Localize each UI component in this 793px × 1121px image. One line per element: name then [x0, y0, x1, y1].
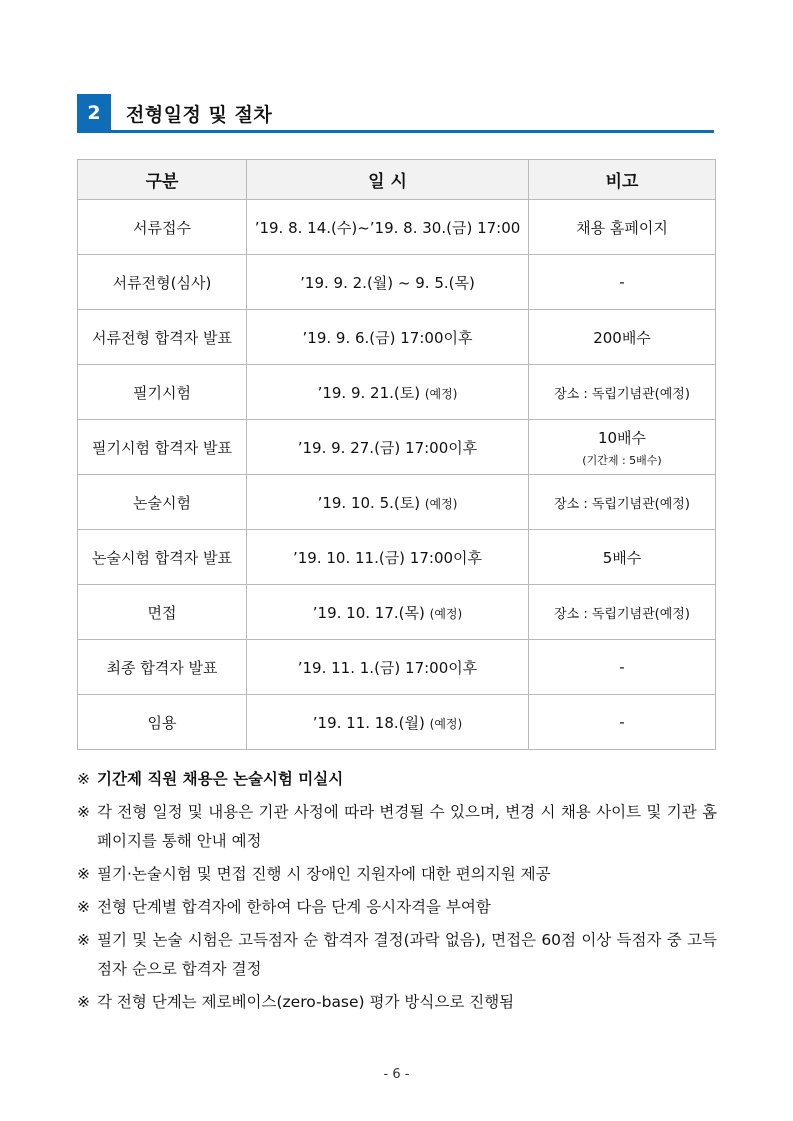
note-item: [77, 765, 717, 794]
stage-cell: 서류접수: [78, 200, 247, 255]
note-text: 필기 및 논술 시험은 고득점자 순 합격자 결정(과락 없음), 면접은 60점 이상 득점자 중 고득점자 순으로 합격자 결정: [97, 931, 717, 978]
date-text: ’19. 9. 2.(월) ~ 9. 5.(목): [300, 273, 475, 292]
reference-mark-icon: ※: [77, 993, 90, 1011]
date-cell: [247, 695, 529, 750]
date-cell: [247, 585, 529, 640]
remark-text: -: [619, 273, 625, 291]
table-row: [78, 200, 716, 255]
note-text: 필기·논술시험 및 면접 진행 시 장애인 지원자에 대한 편의지원 제공: [97, 865, 551, 883]
note-item: [77, 893, 717, 922]
date-cell: [247, 420, 529, 475]
stage-cell: 최종 합격자 발표: [78, 640, 247, 695]
note-item: [77, 926, 717, 984]
date-text: ’19. 10. 11.(금) 17:00이후: [292, 548, 483, 567]
table-row: [78, 530, 716, 585]
stage-cell: 논술시험: [78, 475, 247, 530]
note-text: 전형 단계별 합격자에 한하여 다음 단계 응시자격을 부여함: [97, 898, 491, 916]
remark-note: (기간제 : 5배수): [582, 453, 662, 467]
section-header: [77, 94, 714, 134]
notes-list: [77, 765, 717, 1021]
reference-mark-icon: ※: [77, 865, 90, 883]
date-text: ’19. 11. 18.(월): [312, 713, 425, 732]
reference-mark-icon: ※: [77, 803, 90, 821]
note-item: [77, 988, 717, 1017]
remark-text: 채용 홈페이지: [576, 218, 668, 237]
date-text: ’19. 9. 27.(금) 17:00이후: [297, 438, 478, 457]
reference-mark-icon: ※: [77, 931, 90, 949]
remark-cell: [529, 365, 716, 420]
remark-text: 장소 : 독립기념관(예정): [554, 496, 690, 512]
remark-text: 5배수: [602, 548, 642, 567]
table-row: [78, 255, 716, 310]
note-item: [77, 798, 717, 856]
remark-text: 200배수: [593, 328, 651, 347]
remark-cell: [529, 475, 716, 530]
stage-cell: 면접: [78, 585, 247, 640]
header-remark: 비고: [529, 160, 716, 200]
section-number-badge: 2: [77, 94, 111, 131]
remark-cell: [529, 640, 716, 695]
stage-cell: 임용: [78, 695, 247, 750]
remark-cell: [529, 585, 716, 640]
stage-cell: 논술시험 합격자 발표: [78, 530, 247, 585]
note-text: 기간제 직원 채용은 논술시험 미실시: [97, 770, 344, 788]
date-text: ’19. 10. 5.(토): [317, 493, 421, 512]
header-category: 구분: [78, 160, 247, 200]
header-datetime: 일 시: [247, 160, 529, 200]
table-row: [78, 640, 716, 695]
remark-cell: [529, 530, 716, 585]
stage-cell: 서류전형(심사): [78, 255, 247, 310]
table-row: [78, 585, 716, 640]
table-row: [78, 365, 716, 420]
date-cell: [247, 255, 529, 310]
stage-cell: 필기시험: [78, 365, 247, 420]
date-text: ’19. 11. 1.(금) 17:00이후: [297, 658, 478, 677]
remark-text: 장소 : 독립기념관(예정): [554, 606, 690, 622]
date-cell: [247, 310, 529, 365]
reference-mark-icon: ※: [77, 898, 90, 916]
page-number: - 6 -: [383, 1067, 410, 1082]
date-cell: [247, 200, 529, 255]
date-note: (예정): [429, 606, 463, 621]
remark-cell: [529, 200, 716, 255]
remark-cell: [529, 255, 716, 310]
date-cell: [247, 640, 529, 695]
table-header-row: [78, 160, 716, 200]
note-item: [77, 860, 717, 889]
remark-text: -: [619, 658, 625, 676]
date-text: ’19. 9. 6.(금) 17:00이후: [302, 328, 473, 347]
schedule-table: [77, 159, 716, 750]
remark-cell: [529, 695, 716, 750]
section-underline: [77, 130, 714, 133]
table-row: [78, 420, 716, 475]
date-text: ’19. 8. 14.(수)~’19. 8. 30.(금) 17:00: [254, 218, 521, 237]
date-text: ’19. 9. 21.(토): [317, 383, 421, 402]
date-cell: [247, 365, 529, 420]
stage-cell: 서류전형 합격자 발표: [78, 310, 247, 365]
table-row: [78, 310, 716, 365]
remark-cell: [529, 310, 716, 365]
section-title: 전형일정 및 절차: [126, 104, 273, 126]
remark-text: -: [619, 713, 625, 731]
date-cell: [247, 530, 529, 585]
note-text: 각 전형 일정 및 내용은 기관 사정에 따라 변경될 수 있으며, 변경 시 채용 사이트 및 기관 홈페이지를 통해 안내 예정: [97, 803, 717, 850]
table-row: [78, 475, 716, 530]
date-cell: [247, 475, 529, 530]
date-note: (예정): [424, 386, 458, 401]
remark-text: 10배수: [597, 428, 647, 447]
table-row: [78, 695, 716, 750]
date-text: ’19. 10. 17.(목): [312, 603, 425, 622]
date-note: (예정): [429, 716, 463, 731]
remark-cell: [529, 420, 716, 475]
note-text: 각 전형 단계는 제로베이스(zero-base) 평가 방식으로 진행됨: [97, 993, 515, 1011]
date-note: (예정): [424, 496, 458, 511]
stage-cell: 필기시험 합격자 발표: [78, 420, 247, 475]
reference-mark-icon: ※: [77, 770, 90, 788]
remark-text: 장소 : 독립기념관(예정): [554, 386, 690, 402]
